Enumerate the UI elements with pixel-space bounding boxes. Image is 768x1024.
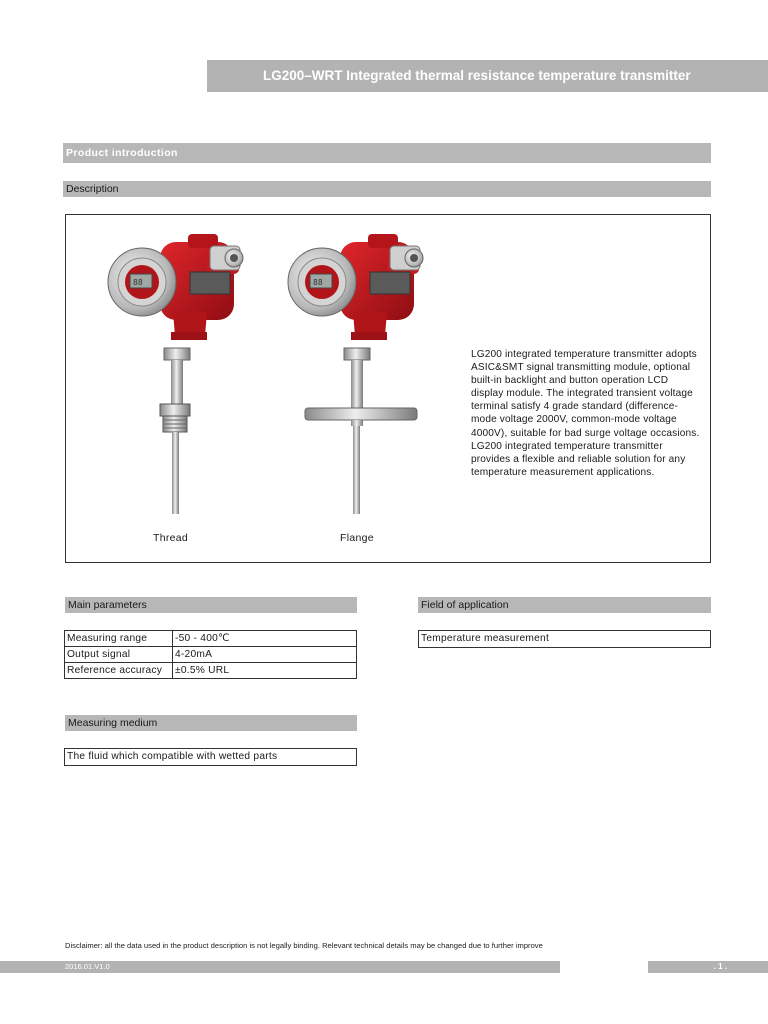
section-field-of-application: Field of application [418,597,711,613]
param-value: 4-20mA [173,647,357,663]
section-measuring-medium: Measuring medium [65,715,357,731]
description-text: LG200 integrated temperature transmitter adopts ASIC&SMT signal transmitting module, optional built-in backlight and button operation LCD display module. The integrated transient voltage terminal satisfy 4 grade standard (difference-mode voltage 2000V, common-mode voltage 4000V), suitable for bad surge voltage occasions. LG200 integrated temperature transmitter provides a flexible and reliable solution for any temperature measurement applications. [471,349,700,478]
flange-transmitter-image [288,234,423,514]
page-title: LG200–WRT Integrated thermal resistance temperature transmitter [207,60,768,92]
param-label: Output signal [65,647,173,663]
parameters-table [64,630,357,679]
param-label: Reference accuracy [65,663,173,679]
param-value: -50 - 400℃ [173,631,357,647]
param-label: Measuring range [65,631,173,647]
medium-value: The fluid which compatible with wetted parts [64,748,357,766]
table-row [65,663,357,679]
svg-text:88: 88 [133,278,143,287]
table-row [65,631,357,647]
section-main-parameters: Main parameters [65,597,357,613]
param-value: ±0.5% URL [173,663,357,679]
version-label: 2016.01.V1.0 [0,961,560,973]
caption-flange: Flange [340,532,374,544]
caption-thread: Thread [153,532,189,544]
product-illustrations [95,232,455,522]
thread-transmitter-image [108,234,243,514]
page-number: . 1 . [648,961,768,973]
section-product-introduction: Product introduction [63,143,711,163]
svg-text:88: 88 [313,278,323,287]
table-row [65,647,357,663]
disclaimer: Disclaimer: all the data used in the product description is not legally binding. Relevant technical details may be changed due to further improve [65,941,543,950]
application-value: Temperature measurement [418,630,711,648]
section-description: Description [63,181,711,197]
